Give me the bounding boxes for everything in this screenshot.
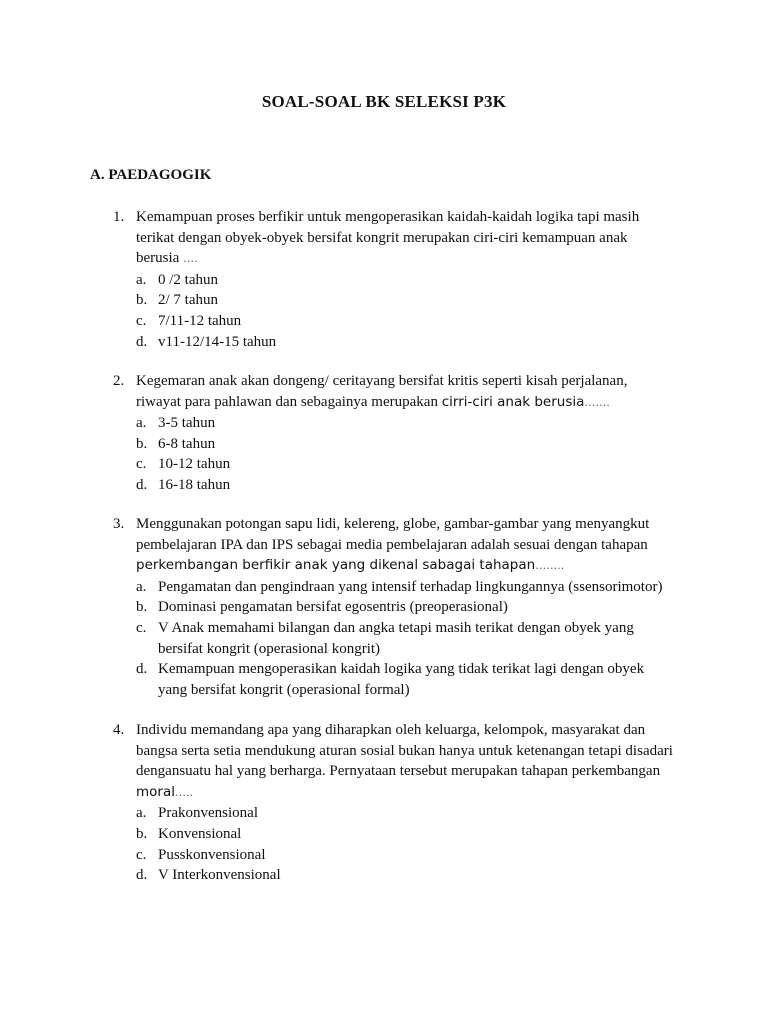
option-letter: d. [136,333,148,350]
option-text: Dominasi pengamatan bersifat egosentris (preoperasional) [158,599,508,616]
option-letter: c. [136,312,147,329]
question-text-sans: moral [136,783,175,800]
option-letter: b. [136,292,148,309]
option [113,413,673,434]
option-text: v11-12/14-15 tahun [158,333,277,350]
question-ellipsis: ……. [584,395,610,409]
option-letter: c. [136,456,147,473]
option-letter: d. [136,476,148,493]
option-text: 3-5 tahun [158,415,216,432]
option [113,824,673,845]
option-letter: b. [136,435,148,452]
option-text: Kemampuan mengoperasikan kaidah logika yang tidak terikat lagi dengan obyek yang bersifat kongrit (operasional formal) [158,661,645,698]
question-text-main: Kegemaran anak akan dongeng/ ceritayang bersifat kritis seperti kisah perjalanan, riwayat para pahlawan dan sebagainya merupakan [136,373,628,410]
question-ellipsis: ….. [174,785,193,799]
option-text: 6-8 tahun [158,435,216,452]
question-text-sans: cirri-ciri anak berusia [441,393,585,410]
option [113,332,673,353]
option-letter: a. [136,415,147,432]
option [113,597,673,618]
question-text [136,207,673,270]
question-text-main: Kemampuan proses berfikir untuk mengoperasikan kaidah-kaidah logika tapi masih terikat dengan obyek-obyek bersifat kongrit merupakan ciri-ciri kemampuan anak berusia [136,209,640,267]
question-number: 1. [113,209,125,225]
option [113,845,673,866]
question-2 [113,371,673,496]
option [113,577,673,598]
option-letter: d. [136,867,148,884]
question-text [136,720,673,803]
option-letter: a. [136,578,147,595]
option [113,618,673,659]
option-text: Prakonvensional [158,805,258,822]
question-ellipsis: …. [183,252,198,266]
option-text: V Anak memahami bilangan dan angka tetapi masih terikat dengan obyek yang bersifat kongrit (operasional kongrit) [158,619,634,657]
option [113,454,673,475]
option-letter: c. [136,846,147,863]
option [113,475,673,496]
question-text [136,371,673,413]
option-letter: b. [136,599,148,616]
question-ellipsis: …….. [535,559,565,573]
option-text: Konvensional [158,825,242,842]
question-text-main: Individu memandang apa yang diharapkan oleh keluarga, kelompok, masyarakat dan bangsa serta setia mendukung aturan sosial bukan hanya untuk ketenangan tetapi disadari dengansuatu hal yang berharga. Pernyataan tersebut merupakan tahapan perkembangan [136,722,673,780]
option-letter: a. [136,805,147,822]
question-text-main: Menggunakan potongan sapu lidi, kelereng, globe, gambar-gambar yang menyangkut pembelajaran IPA dan IPS sebagai media pembelajaran adalah sesuai dengan tahapan [136,516,650,553]
question-1 [113,207,673,352]
option-letter: d. [136,661,148,678]
option-text: 7/11-12 tahun [158,312,242,329]
option-text: Pusskonvensional [158,846,266,863]
option-text: 10-12 tahun [158,456,231,473]
option [113,290,673,311]
question-number: 3. [113,516,125,532]
question-3 [113,514,673,700]
option-text: 0 /2 tahun [158,271,218,288]
question-4 [113,720,673,886]
question-text [136,514,673,577]
option-letter: b. [136,825,148,842]
option-text: V Interkonvensional [158,867,281,884]
option [113,659,673,700]
option [113,865,673,886]
question-text-sans: perkembangan berfikir anak yang dikenal sabagai tahapan [136,557,536,574]
option [113,270,673,291]
document-title: SOAL-SOAL BK SELEKSI P3K [261,92,507,111]
section-heading: A. PAEDAGOGIK [90,167,212,183]
option [113,311,673,332]
option-letter: a. [136,271,147,288]
option [113,434,673,455]
option-text: Pengamatan dan pengindraan yang intensif terhadap lingkungannya (ssensorimotor) [158,578,663,595]
option-text: 16-18 tahun [158,476,231,493]
question-number: 2. [113,373,125,389]
option [113,803,673,824]
option-letter: c. [136,619,147,636]
question-number: 4. [113,722,125,738]
option-text: 2/ 7 tahun [158,292,218,309]
